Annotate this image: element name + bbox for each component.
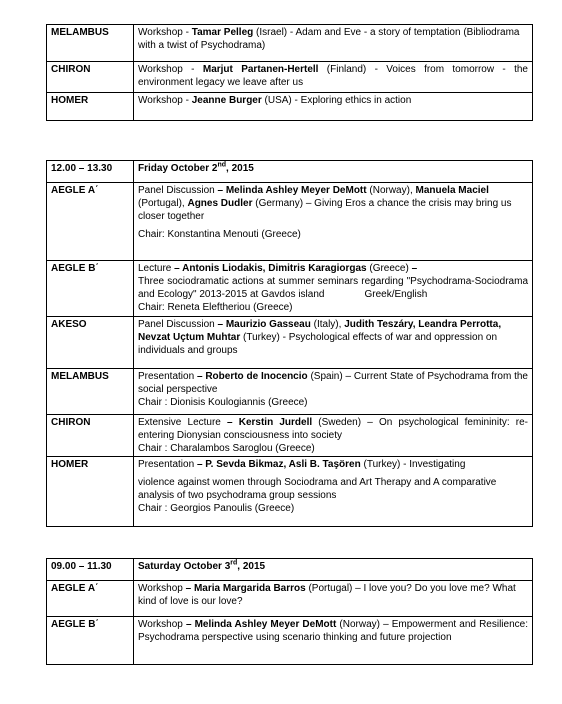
session-type: Presentation <box>138 459 197 470</box>
country: (Greece) <box>366 263 412 274</box>
speaker-name: Judith Teszáry, Leandra Perrotta, Nevzat Uçtum Muhtar <box>138 319 502 343</box>
time-slot: 12.00 – 13.30 <box>47 161 134 183</box>
table-row <box>47 617 533 665</box>
session-cell <box>134 415 533 457</box>
speaker-name: – Maurizio Gasseau <box>217 319 311 330</box>
session-cell <box>134 62 533 93</box>
schedule-table-3 <box>46 558 533 665</box>
session-title: (Finland) - Voices from tomorrow - the environment legacy we leave after us <box>138 64 528 88</box>
table-row <box>47 93 533 121</box>
room-cell: MELAMBUS <box>47 25 134 62</box>
room-cell: MELAMBUS <box>47 369 134 415</box>
session-type: Lecture <box>138 263 175 274</box>
speaker-name: Agnes Dudler <box>187 198 253 209</box>
speaker-name: Jeanne Burger <box>191 95 262 106</box>
session-title: violence against women through Sociodrama and Art Therapy and A comparative analysis of two psychodrama group sessions <box>138 477 497 501</box>
dash: – <box>411 263 418 274</box>
day-heading <box>134 161 533 183</box>
room-cell: AEGLE B΄ <box>47 617 134 665</box>
session-title: (Germany) – Giving Eros a chance the crisis may bring us closer together <box>138 198 512 222</box>
session-type: Workshop <box>138 619 186 630</box>
table-header-row <box>47 559 533 581</box>
schedule-table-1 <box>46 24 533 121</box>
session-title: (Israel) - Adam and Eve - a story of temptation (Bibliodrama with a twist of Psychodrama) <box>138 27 520 51</box>
room-cell: CHIRON <box>47 415 134 457</box>
chair-line: Chair: Reneta Eleftheriou (Greece) <box>138 302 293 313</box>
day-year: , 2015 <box>237 561 266 572</box>
speaker-name: Manuela Maciel <box>415 185 489 196</box>
room-cell: HOMER <box>47 457 134 527</box>
chair-line: Chair : Georgios Panoulis (Greece) <box>138 503 295 514</box>
country: (Italy), <box>310 319 345 330</box>
chair-line: Chair : Charalambos Saroglou (Greece) <box>138 443 315 454</box>
speaker-name: – Maria Margarida Barros <box>185 583 306 594</box>
session-title: (USA) - Exploring ethics in action <box>261 95 412 106</box>
day-suffix: rd <box>230 559 238 567</box>
session-title: (Spain) – Current State of Psychodrama from the social perspective <box>138 371 528 395</box>
speaker-name: – Kerstin Jurdell <box>227 417 313 428</box>
country: (Portugal), <box>138 198 188 209</box>
speaker-name: – Melinda Ashley Meyer DeMott <box>185 619 337 630</box>
table-row <box>47 369 533 415</box>
session-cell <box>134 581 533 617</box>
session-type: Workshop - <box>138 64 203 75</box>
speaker-name: Marjut Partanen-Hertell <box>202 64 319 75</box>
session-cell <box>134 93 533 121</box>
session-title: Three sociodramatic actions at summer seminars regarding "Psychodrama-Sociodrama and Ecology" 2013-2015 at Gavdos island <box>138 276 528 300</box>
chair-line: Chair: Konstantina Menouti (Greece) <box>138 229 301 240</box>
speaker-name: – Antonis Liodakis, Dimitris Karagiorgas <box>174 263 367 274</box>
chair-line: Chair : Dionisis Koulogiannis (Greece) <box>138 397 308 408</box>
country: (Norway), <box>366 185 416 196</box>
session-type: Panel Discussion <box>138 319 218 330</box>
day-heading <box>134 559 533 581</box>
speaker-name: – P. Sevda Bikmaz, Asli B. Taşören <box>196 459 361 470</box>
room-cell: AKESO <box>47 317 134 369</box>
session-cell <box>134 317 533 369</box>
session-type: Workshop <box>138 583 186 594</box>
session-type: Panel Discussion <box>138 185 218 196</box>
session-cell <box>134 369 533 415</box>
table-row <box>47 457 533 527</box>
room-cell: CHIRON <box>47 62 134 93</box>
speaker-name: Tamar Pelleg <box>191 27 254 38</box>
language-label: Greek/English <box>364 289 428 300</box>
session-title: (Norway) – Empowerment and Resilience: Psychodrama perspective using scenario thinking and future projection <box>138 619 528 643</box>
room-cell: AEGLE B΄ <box>47 261 134 317</box>
session-cell <box>134 183 533 261</box>
table-row <box>47 261 533 317</box>
session-title: (Turkey) - Psychological effects of war and oppression on individuals and groups <box>138 332 498 356</box>
session-type: Workshop - <box>138 95 192 106</box>
table-row <box>47 581 533 617</box>
session-type: Extensive Lecture <box>138 417 228 428</box>
table-row <box>47 415 533 457</box>
table-row <box>47 317 533 369</box>
table-header-row <box>47 161 533 183</box>
session-cell <box>134 617 533 665</box>
table-row <box>47 183 533 261</box>
session-cell <box>134 25 533 62</box>
session-cell <box>134 261 533 317</box>
speaker-name: – Melinda Ashley Meyer DeMott <box>217 185 367 196</box>
day-label: Saturday October 3 <box>138 561 231 572</box>
session-type: Workshop - <box>138 27 192 38</box>
time-slot: 09.00 – 11.30 <box>47 559 134 581</box>
session-type: Presentation <box>138 371 197 382</box>
room-cell: AEGLE A΄ <box>47 581 134 617</box>
day-year: , 2015 <box>226 163 254 174</box>
room-cell: HOMER <box>47 93 134 121</box>
table-row <box>47 62 533 93</box>
schedule-table-2 <box>46 160 533 527</box>
session-cell <box>134 457 533 527</box>
room-cell: AEGLE A΄ <box>47 183 134 261</box>
speaker-name: – Roberto de Inocencio <box>196 371 308 382</box>
day-label: Friday October 2 <box>138 163 218 174</box>
table-row <box>47 25 533 62</box>
country: (Turkey) - Investigating <box>360 459 466 470</box>
day-suffix: nd <box>217 161 227 169</box>
session-title: (Portugal) – I love you? Do you love me? What kind of love is our love? <box>138 583 516 607</box>
session-title: (Sweden) – On psychological femininity: re-entering Dionysian consciousness into society <box>138 417 529 441</box>
